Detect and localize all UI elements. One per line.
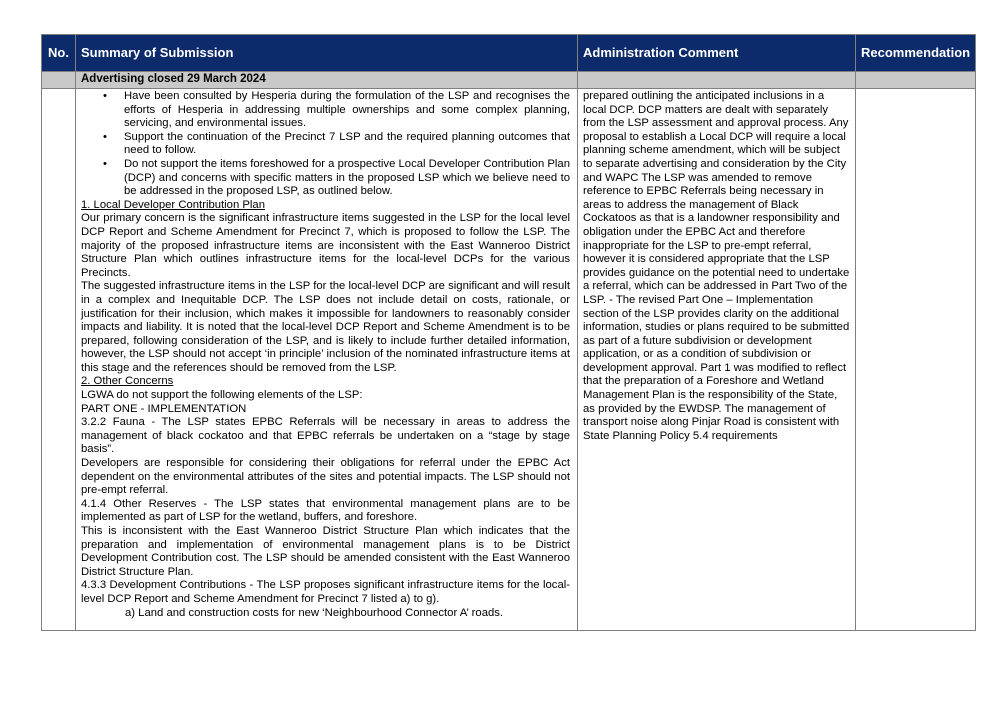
summary-bullet: • Do not support the items foreshowed for a prospective Local Developer Contribution Plan (DCP) and concerns with specific matters in the proposed LSP which we believe need to be addressed in the proposed LSP, as outlined below. <box>103 157 570 198</box>
paragraph: This is inconsistent with the East Wanneroo District Structure Plan which indicates that the preparation and implementation of environmental management plans is to be District Development Contribution cost. The LSP should be amended consistent with the East Wanneroo District Structure Plan. <box>81 525 570 578</box>
comment-cell <box>583 90 850 443</box>
paragraph: PART ONE - IMPLEMENTATION <box>81 402 247 415</box>
header-no: No. <box>48 45 69 60</box>
column-divider <box>75 35 76 630</box>
paragraph: LGWA do not support the following elements of the LSP: <box>81 389 363 402</box>
paragraph: 4.3.3 Development Contributions - The LSP proposes significant infrastructure items for the local-level DCP Report and Scheme Amendment for Precinct 7 listed a) to g). <box>81 579 570 605</box>
header-recommendation: Recommendation <box>861 45 971 60</box>
paragraph: Developers are responsible for considering their obligations for referral under the EPBC Act dependent on the environmental attributes of the sites and potential impacts. The LSP should not pre-empt referral. <box>81 457 570 497</box>
summary-bullet: • Have been consulted by Hesperia during the formulation of the LSP and recognises the efforts of Hesperia in addressing multiple ownerships and some complex planning, servicing, and environmental issues. <box>103 90 570 130</box>
paragraph: Our primary concern is the significant infrastructure items suggested in the LSP for the local level DCP Report and Scheme Amendment for Precinct 7, which is proposed to follow the LSP. The majority of the proposed infrastructure items are inconsistent with the East Wanneroo District Structure Plan which outlines infrastructure items for the local-level DCPs for the various Precincts. <box>81 212 570 279</box>
header-comment: Administration Comment <box>583 45 739 60</box>
column-divider <box>855 35 856 630</box>
summary-cell <box>81 90 570 620</box>
header-summary: Summary of Submission <box>81 45 234 60</box>
paragraph: 3.2.2 Fauna - The LSP states EPBC Referrals will be necessary in areas to address the management of black cockatoo and that EPBC referrals be undertaken on a “stage by stage basis”. <box>81 416 570 456</box>
column-divider <box>577 35 578 630</box>
paragraph: 4.1.4 Other Reserves - The LSP states that environmental management plans are to be implemented as part of LSP for the wetland, buffers, and foreshore. <box>81 497 570 524</box>
paragraph: The suggested infrastructure items in the LSP for the local-level DCP are significant and will result in a complex and Inequitable DCP. The LSP does not include detail on costs, rationale, or justification for their inclusion, which makes it impossible for landowners to reasonably consider impacts and liability. It is noted that the local-level DCP Report and Scheme Amendment is to be prepared, following consideration of the LSP, and is likely to include further detailed information, however, the LSP should not accept ‘in principle’ inclusion of the nominated infrastructure items at this stage and the references should be removed from the LSP. <box>81 280 570 374</box>
administration-comment-text: prepared outlining the anticipated inclusions in a local DCP. DCP matters are dealt with separately from the LSP assessment and approval process. Any proposal to establish a Local DCP will require a local planning scheme amendment, which will be subject to separate advertising and consideration by the City and WAPC The LSP was amended to remove reference to EPBC Referrals being necessary in areas to address the management of Black Cockatoos as that is a landowner responsibility and obligation under the EPBC Act and therefore inappropriate for the LSP to pre-empt referral, however it is considered appropriate that the LSP provides guidance on the potential need to undertake a referral, which can be addressed in Part Two of the LSP. - The revised Part One – Implementation section of the LSP provides clarity on the additional information, studies or plans required to be submitted as part of a future subdivision or development application, or as a condition of subdivision or development approval. Part 1 was modified to reflect that the preparation of a Foreshore and Wetland Management Plan is the responsibility of the State, as provided by the EWDSP. The management of transport noise along Pinjar Road is consistent with State Planning Policy 5.4 requirements <box>583 90 850 442</box>
subheader-text: Advertising closed 29 March 2024 <box>81 73 266 85</box>
summary-bullet: • Support the continuation of the Precinct 7 LSP and the required planning outcomes that need to follow. <box>103 130 570 157</box>
advertising-subheader-row <box>42 71 975 89</box>
submissions-table <box>41 34 976 631</box>
section-heading: 2. Other Concerns <box>81 375 174 388</box>
table-header-row <box>42 35 975 71</box>
list-item: a) Land and construction costs for new ‘Neighbourhood Connector A’ roads. <box>125 606 504 619</box>
section-heading: 1. Local Developer Contribution Plan <box>81 198 265 211</box>
